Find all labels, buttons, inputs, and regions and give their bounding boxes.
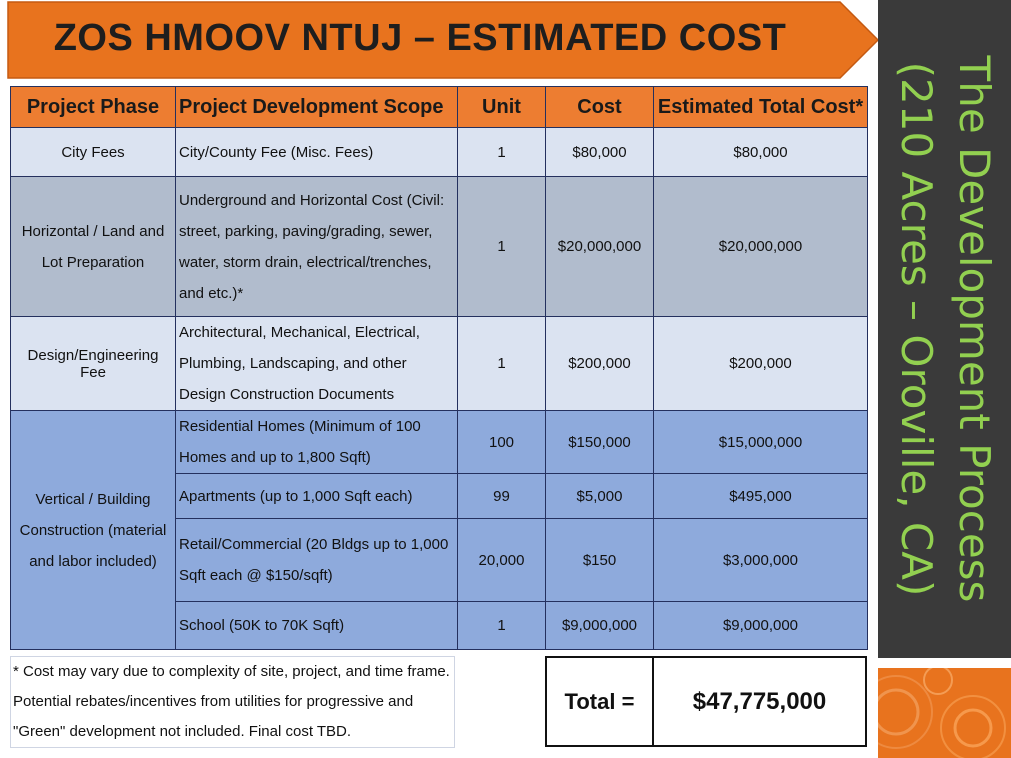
unit-cell: 1 xyxy=(458,602,546,650)
header-project-phase: Project Phase xyxy=(11,87,176,128)
unit-cell: 20,000 xyxy=(458,519,546,602)
scope-cell: Residential Homes (Minimum of 100 Homes and up to 1,800 Sqft) xyxy=(176,411,458,474)
cost-cell: $150,000 xyxy=(546,411,654,474)
table-row xyxy=(11,177,868,317)
cost-cell: $9,000,000 xyxy=(546,602,654,650)
unit-cell: 100 xyxy=(458,411,546,474)
scope-cell: School (50K to 70K Sqft) xyxy=(176,602,458,650)
side-title xyxy=(887,9,1003,649)
total-cell: $80,000 xyxy=(654,128,868,177)
phase-cell: City Fees xyxy=(11,128,176,177)
header-unit: Unit xyxy=(458,87,546,128)
page-title: ZOS HMOOV NTUJ – ESTIMATED COST xyxy=(53,16,787,59)
circles-graphic xyxy=(878,668,1011,758)
cost-cell: $20,000,000 xyxy=(546,177,654,317)
side-title-line2: (210 Acres – Oroville, CA) xyxy=(892,61,941,597)
table-row xyxy=(11,317,868,411)
decorative-image xyxy=(878,668,1011,758)
total-cell: $200,000 xyxy=(654,317,868,411)
phase-cell: Design/Engineering Fee xyxy=(11,317,176,411)
total-cell: $495,000 xyxy=(654,474,868,519)
scope-cell: City/County Fee (Misc. Fees) xyxy=(176,128,458,177)
table-row xyxy=(11,128,868,177)
cost-cell: $80,000 xyxy=(546,128,654,177)
unit-cell: 99 xyxy=(458,474,546,519)
total-cell: $20,000,000 xyxy=(654,177,868,317)
table-header-row xyxy=(11,87,868,128)
scope-cell: Architectural, Mechanical, Electrical, Plumbing, Landscaping, and other Design Construction Documents xyxy=(176,317,458,411)
total-cell: $15,000,000 xyxy=(654,411,868,474)
scope-cell: Retail/Commercial (20 Bldgs up to 1,000 Sqft each @ $150/sqft) xyxy=(176,519,458,602)
header-cost: Cost xyxy=(546,87,654,128)
header-development-scope: Project Development Scope xyxy=(176,87,458,128)
total-cell: $9,000,000 xyxy=(654,602,868,650)
phase-cell: Horizontal / Land and Lot Preparation xyxy=(11,177,176,317)
total-label: Total = xyxy=(545,656,653,747)
footnote-line: * Cost may vary due to complexity of site, project, and time frame. xyxy=(13,663,450,680)
cost-cell: $5,000 xyxy=(546,474,654,519)
footnote-line: Potential rebates/incentives from utilities for progressive and xyxy=(13,693,414,710)
total-cell: $3,000,000 xyxy=(654,519,868,602)
cost-cell: $150 xyxy=(546,519,654,602)
scope-cell: Apartments (up to 1,000 Sqft each) xyxy=(176,474,458,519)
cost-cell: $200,000 xyxy=(546,317,654,411)
unit-cell: 1 xyxy=(458,317,546,411)
phase-cell-vertical: Vertical / Building Construction (material and labor included) xyxy=(11,411,176,650)
side-panel xyxy=(878,0,1011,658)
side-title-line1: The Development Process xyxy=(950,55,999,603)
footnote xyxy=(10,656,455,748)
cost-table xyxy=(10,86,868,650)
table-row xyxy=(11,411,868,474)
scope-cell: Underground and Horizontal Cost (Civil: street, parking, paving/grading, sewer, water, storm drain, electrical/trenches, and etc.)* xyxy=(176,177,458,317)
title-banner xyxy=(0,0,880,80)
unit-cell: 1 xyxy=(458,177,546,317)
total-value: $47,775,000 xyxy=(652,656,867,747)
footnote-line: "Green" development not included. Final cost TBD. xyxy=(13,723,352,740)
header-estimated-total: Estimated Total Cost* xyxy=(654,87,868,128)
unit-cell: 1 xyxy=(458,128,546,177)
